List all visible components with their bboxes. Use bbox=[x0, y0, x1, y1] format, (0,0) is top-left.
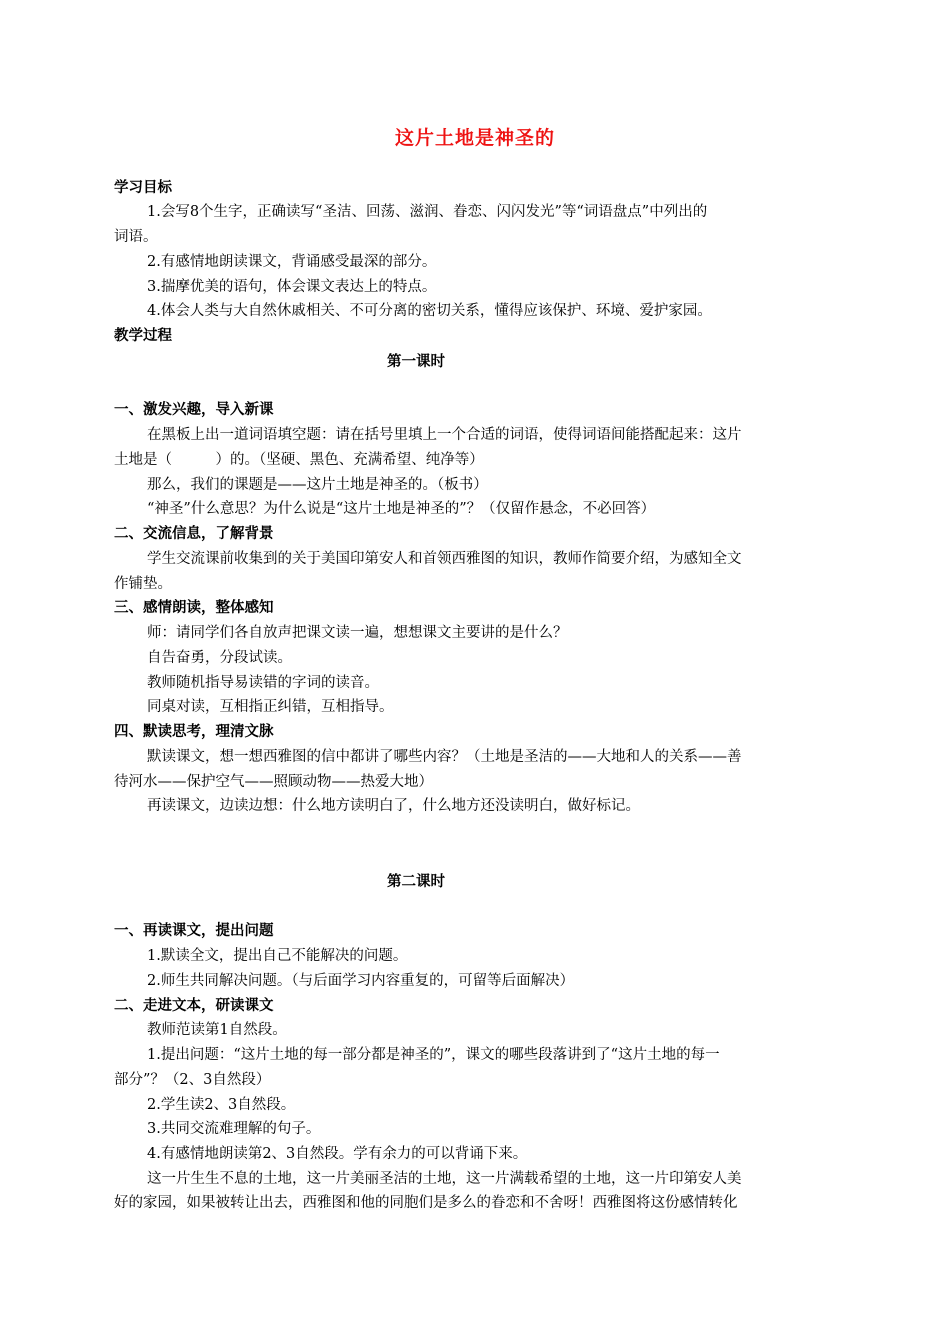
text-line: 自告奋勇，分段试读。 bbox=[147, 650, 292, 666]
text-line: 待河水——保护空气——照顾动物——热爱大地） bbox=[114, 774, 433, 790]
text-line: 学生交流课前收集到的关于美国印第安人和首领西雅图的知识，教师作简要介绍，为感知全文 bbox=[147, 551, 742, 567]
text-line: 4.有感情地朗读第2、3自然段。学有余力的可以背诵下来。 bbox=[147, 1146, 528, 1162]
text-line: 部分”？（2、3自然段） bbox=[114, 1072, 271, 1088]
text-line: 2.师生共同解决问题。（与后面学习内容重复的，可留等后面解决） bbox=[147, 973, 575, 989]
text-line: 教师随机指导易读错的字词的读音。 bbox=[147, 675, 379, 691]
section-heading: 学习目标 bbox=[114, 180, 172, 196]
section-heading: 四、默读思考，理清文脉 bbox=[114, 724, 274, 740]
text-line: 2.学生读2、3自然段。 bbox=[147, 1097, 296, 1113]
text-line: 师：请同学们各自放声把课文读一遍，想想课文主要讲的是什么？ bbox=[147, 625, 568, 641]
text-line: 那么，我们的课题是——这片土地是神圣的。（板书） bbox=[147, 477, 488, 493]
lesson-heading: 第二课时 bbox=[387, 874, 445, 890]
text-line: 1.默读全文，提出自己不能解决的问题。 bbox=[147, 948, 408, 964]
text-line: 1.提出问题：“这片土地的每一部分都是神圣的”，课文的哪些段落讲到了“这片土地的每一 bbox=[147, 1047, 720, 1063]
section-heading: 一、激发兴趣，导入新课 bbox=[114, 402, 274, 418]
section-heading: 一、再读课文，提出问题 bbox=[114, 923, 274, 939]
text-line: 4.体会人类与大自然休戚相关、不可分离的密切关系，懂得应该保护、环境、爱护家园。 bbox=[147, 303, 712, 319]
document-title: 这片土地是神圣的 bbox=[394, 127, 555, 149]
text-line: 1.会写8个生字，正确读写“圣洁、回荡、滋润、眷恋、闪闪发光”等“词语盘点”中列出的 bbox=[147, 204, 708, 220]
section-heading: 二、交流信息，了解背景 bbox=[114, 526, 274, 542]
text-line: 3.共同交流难理解的句子。 bbox=[147, 1121, 321, 1137]
text-line: 再读课文，边读边想：什么地方读明白了，什么地方还没读明白，做好标记。 bbox=[147, 798, 640, 814]
text-line: 教师范读第1自然段。 bbox=[147, 1022, 287, 1038]
text-line: 作铺垫。 bbox=[114, 576, 172, 592]
section-heading: 三、感情朗读，整体感知 bbox=[114, 600, 274, 616]
section-heading: 教学过程 bbox=[114, 328, 172, 344]
text-line: 土地是（ ）的。（坚硬、黑色、充满希望、纯净等） bbox=[114, 452, 484, 468]
text-line: 3.揣摩优美的语句，体会课文表达上的特点。 bbox=[147, 279, 437, 295]
section-heading: 二、走进文本，研读课文 bbox=[114, 998, 274, 1014]
text-line: “神圣”什么意思？为什么说是“这片土地是神圣的”？（仅留作悬念，不必回答） bbox=[147, 501, 656, 517]
text-line: 同桌对读，互相指正纠错，互相指导。 bbox=[147, 699, 394, 715]
text-line: 默读课文，想一想西雅图的信中都讲了哪些内容？（土地是圣洁的——大地和人的关系——善 bbox=[147, 749, 742, 765]
text-line: 这一片生生不息的土地，这一片美丽圣洁的土地，这一片满载希望的土地，这一片印第安人美 bbox=[147, 1171, 742, 1187]
text-line: 词语。 bbox=[114, 229, 158, 245]
lesson-heading: 第一课时 bbox=[387, 354, 445, 370]
text-line: 在黑板上出一道词语填空题：请在括号里填上一个合适的词语，使得词语间能搭配起来：这片 bbox=[147, 427, 742, 443]
text-line: 好的家园，如果被转让出去，西雅图和他的同胞们是多么的眷恋和不舍呀！西雅图将这份感情转化 bbox=[114, 1195, 738, 1211]
text-line: 2.有感情地朗读课文，背诵感受最深的部分。 bbox=[147, 254, 437, 270]
